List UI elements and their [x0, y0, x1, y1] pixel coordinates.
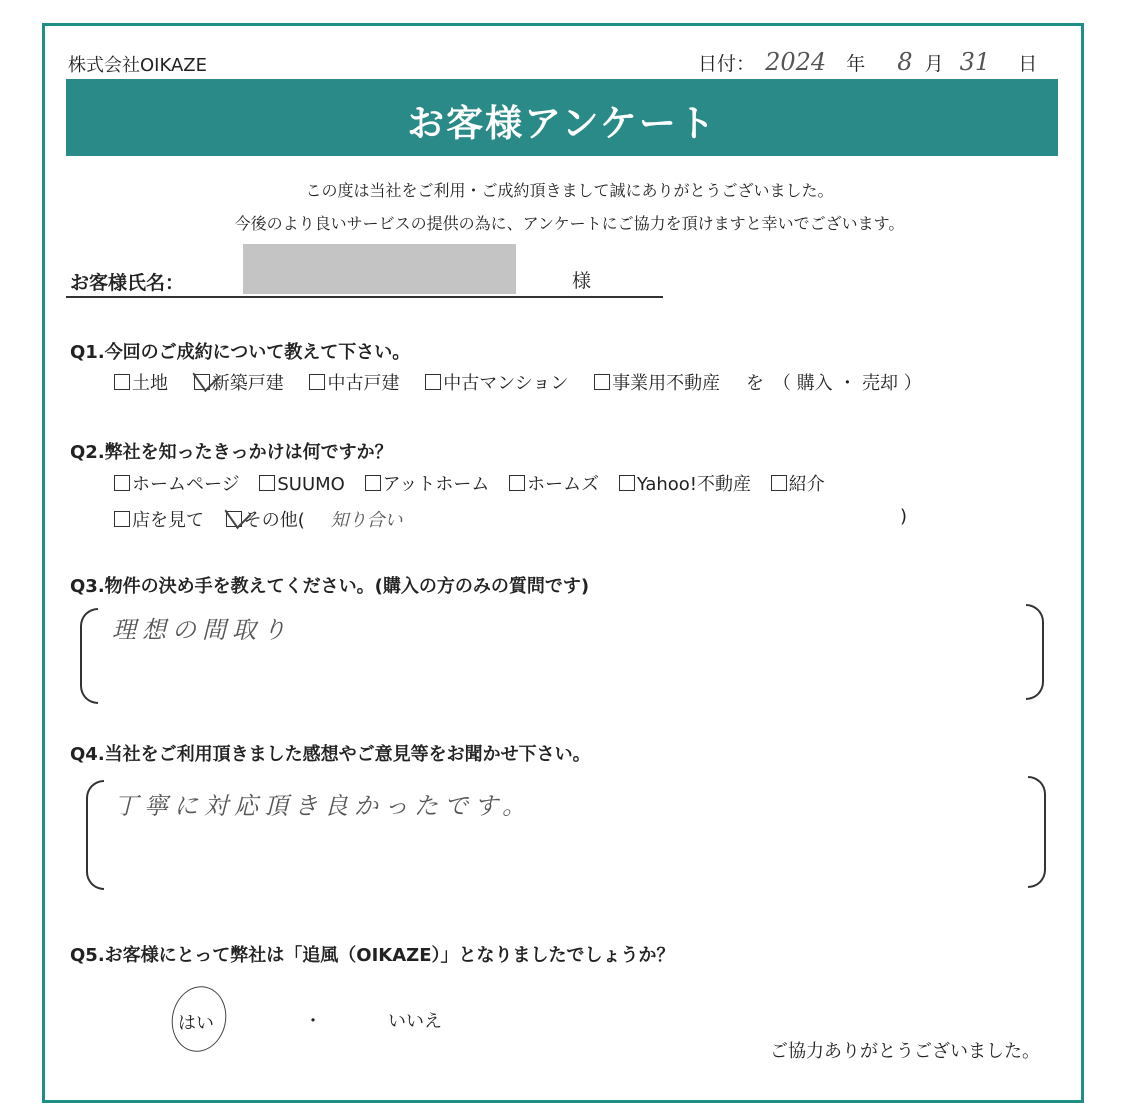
q2-option-suumo[interactable]: SUUMO	[259, 474, 344, 495]
q4-bracket-right	[1028, 776, 1046, 888]
date-label: 日付：	[698, 53, 756, 75]
checkbox-icon[interactable]	[114, 374, 130, 390]
q1-option-used-mansion[interactable]: 中古マンション	[425, 373, 568, 394]
checkbox-icon[interactable]	[114, 511, 130, 527]
q3-answer[interactable]: 理想の間取り	[112, 616, 292, 644]
thank-you-text: ご協力ありがとうございました。	[770, 1041, 1040, 1062]
q1-option-new-house[interactable]: 新築戸建	[194, 373, 284, 394]
name-underline	[66, 296, 663, 298]
date-day: 31	[959, 48, 991, 76]
q5-no[interactable]: いいえ	[388, 1011, 442, 1032]
checkbox-icon[interactable]	[619, 475, 635, 491]
date-year: 2024	[765, 48, 827, 76]
q4-bracket-left	[86, 780, 104, 890]
q2-option-other[interactable]: その他(	[226, 510, 305, 531]
date-row	[698, 48, 1037, 76]
q2-options-row-1	[114, 470, 825, 496]
q5-question: Q5.お客様にとって弊社は「追風（OIKAZE）」となりましたでしょうか？	[70, 945, 675, 966]
page-title: お客様アンケート	[407, 102, 717, 145]
date-year-unit: 年	[846, 53, 866, 75]
intro-line-2: 今後のより良いサービスの提供の為に、アンケートにご協力を頂けますと幸いでございます。	[234, 214, 905, 233]
q1-purchase-sale: を （ 購入 ・ 売却 ）	[745, 373, 922, 394]
q4-answer[interactable]: 丁寧に対応頂き良かったです。	[114, 792, 533, 820]
q2-option-homepage[interactable]: ホームページ	[114, 474, 240, 495]
customer-name-suffix: 様	[572, 270, 592, 292]
date-month-unit: 月	[924, 53, 944, 75]
checkbox-icon[interactable]	[509, 475, 525, 491]
q2-option-store[interactable]: 店を見て	[114, 510, 204, 531]
checkbox-icon[interactable]	[259, 475, 275, 491]
checkbox-icon[interactable]	[365, 475, 381, 491]
date-month: 8	[897, 48, 913, 76]
intro-line-1: この度は当社をご利用・ご成約頂きまして誠にありがとうございました。	[305, 181, 834, 200]
q3-question: Q3.物件の決め手を教えてください。(購入の方のみの質問です)	[70, 576, 590, 597]
q3-bracket-left	[80, 608, 98, 704]
q1-question: Q1.今回のご成約について教えて下さい。	[70, 342, 411, 363]
q4-question: Q4.当社をご利用頂きました感想やご意見等をお聞かせ下さい。	[70, 744, 591, 765]
q2-close-paren: )	[900, 506, 908, 527]
q5-yes[interactable]: はい	[178, 1013, 214, 1034]
q1-option-used-house[interactable]: 中古戸建	[309, 373, 399, 394]
q2-options-row-2	[114, 506, 403, 532]
q1-option-business[interactable]: 事業用不動産	[594, 373, 720, 394]
customer-name-label: お客様氏名：	[70, 272, 185, 294]
checkbox-icon[interactable]	[114, 475, 130, 491]
q1-option-land[interactable]: 土地	[114, 373, 168, 394]
q2-other-answer[interactable]: 知り合い	[330, 510, 403, 531]
company-name: 株式会社OIKAZE	[68, 55, 207, 76]
q2-option-yahoo[interactable]: Yahoo!不動産	[619, 474, 751, 495]
checked-checkbox-icon[interactable]	[226, 511, 242, 527]
redacted-name	[243, 244, 516, 294]
q5-separator: ・	[304, 1011, 322, 1032]
q2-option-athome[interactable]: アットホーム	[365, 474, 490, 495]
checkbox-icon[interactable]	[594, 374, 610, 390]
q2-question: Q2.弊社を知ったきっかけは何ですか？	[70, 442, 393, 463]
q1-options	[114, 369, 922, 395]
q2-option-referral[interactable]: 紹介	[771, 474, 825, 495]
checkbox-icon[interactable]	[309, 374, 325, 390]
q2-option-homes[interactable]: ホームズ	[509, 474, 599, 495]
checkbox-icon[interactable]	[771, 475, 787, 491]
title-banner	[66, 79, 1058, 156]
q3-bracket-right	[1026, 604, 1044, 700]
checkbox-icon[interactable]	[425, 374, 441, 390]
checked-checkbox-icon[interactable]	[194, 374, 210, 390]
date-day-unit: 日	[1018, 53, 1038, 75]
